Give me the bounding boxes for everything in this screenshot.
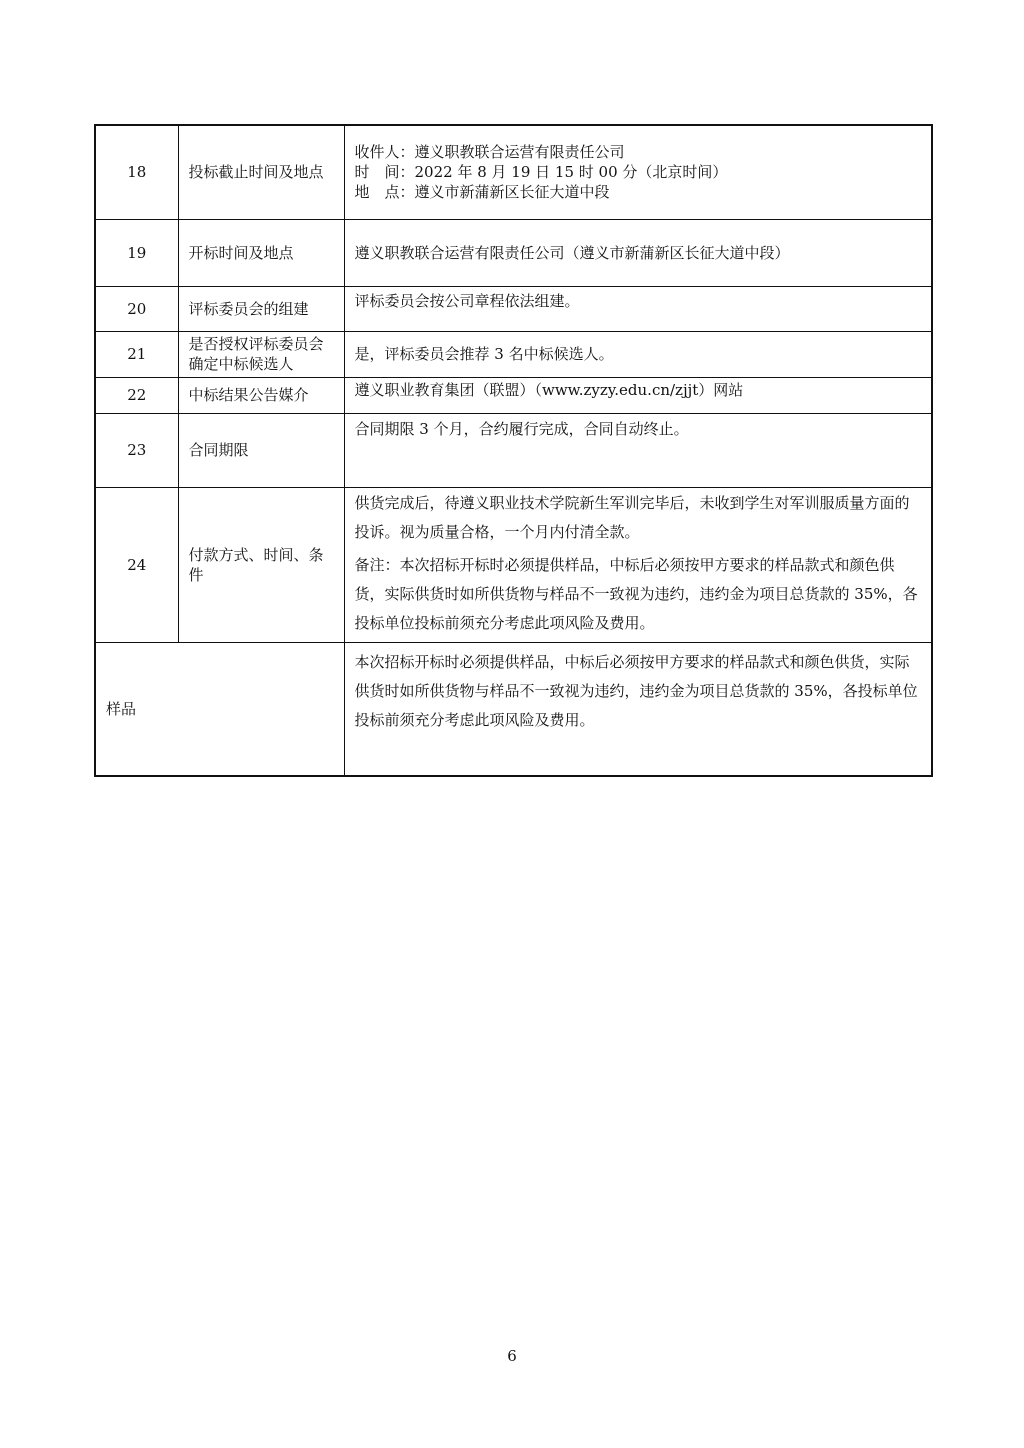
row-item: 中标结果公告媒介 <box>178 377 344 413</box>
row-content <box>344 125 932 219</box>
row-item: 投标截止时间及地点 <box>178 125 344 219</box>
table-row <box>95 413 932 487</box>
row-item: 开标时间及地点 <box>178 219 344 286</box>
bid-info-table <box>94 124 933 777</box>
table-row <box>95 219 932 286</box>
table-row <box>95 487 932 642</box>
content-line: 收件人：遵义职教联合运营有限责任公司 <box>354 143 625 162</box>
content-line: 时 间：2022 年 8 月 19 日 15 时 00 分（北京时间） <box>354 163 728 182</box>
content-paragraph: 本次招标开标时必须提供样品，中标后必须按甲方要求的样品款式和颜色供货，实际供货时如所供货物与样品不一致视为违约，违约金为项目总货款的 35%，各投标单位投标前须充分考虑此项风险及费用。 <box>354 652 918 729</box>
content-paragraph: 备注：本次招标开标时必须提供样品，中标后必须按甲方要求的样品款式和颜色供货，实际供货时如所供货物与样品不一致视为违约，违约金为项目总货款的 35%，各投标单位投标前须充分考虑此项风险及费用。 <box>354 555 918 632</box>
row-number: 19 <box>95 219 178 286</box>
table-row <box>95 286 932 331</box>
row-content: 评标委员会按公司章程依法组建。 <box>344 286 932 331</box>
table-row <box>95 125 932 219</box>
table-row <box>95 377 932 413</box>
content-paragraph: 供货完成后，待遵义职业技术学院新生军训完毕后，未收到学生对军训服质量方面的投诉。视为质量合格，一个月内付清全款。 <box>354 493 910 541</box>
row-number: 20 <box>95 286 178 331</box>
table-row <box>95 331 932 377</box>
row-content: 合同期限 3 个月，合约履行完成，合同自动终止。 <box>344 413 932 487</box>
row-number: 22 <box>95 377 178 413</box>
row-item: 合同期限 <box>178 413 344 487</box>
row-number: 21 <box>95 331 178 377</box>
table-row-sample <box>95 642 932 776</box>
row-content: 遵义职教联合运营有限责任公司（遵义市新蒲新区长征大道中段） <box>344 219 932 286</box>
row-content: 是，评标委员会推荐 3 名中标候选人。 <box>344 331 932 377</box>
row-item: 付款方式、时间、条件 <box>178 487 344 642</box>
row-content <box>344 487 932 642</box>
row-number: 24 <box>95 487 178 642</box>
content-line: 地 点：遵义市新蒲新区长征大道中段 <box>354 183 610 202</box>
row-item: 评标委员会的组建 <box>178 286 344 331</box>
row-item: 是否授权评标委员会确定中标候选人 <box>178 331 344 377</box>
row-number: 18 <box>95 125 178 219</box>
sample-content <box>344 642 932 776</box>
sample-label: 样品 <box>95 642 344 776</box>
page-number: 6 <box>507 1347 517 1365</box>
row-number: 23 <box>95 413 178 487</box>
row-content: 遵义职业教育集团（联盟）（www.zyzy.edu.cn/zjjt）网站 <box>344 377 932 413</box>
